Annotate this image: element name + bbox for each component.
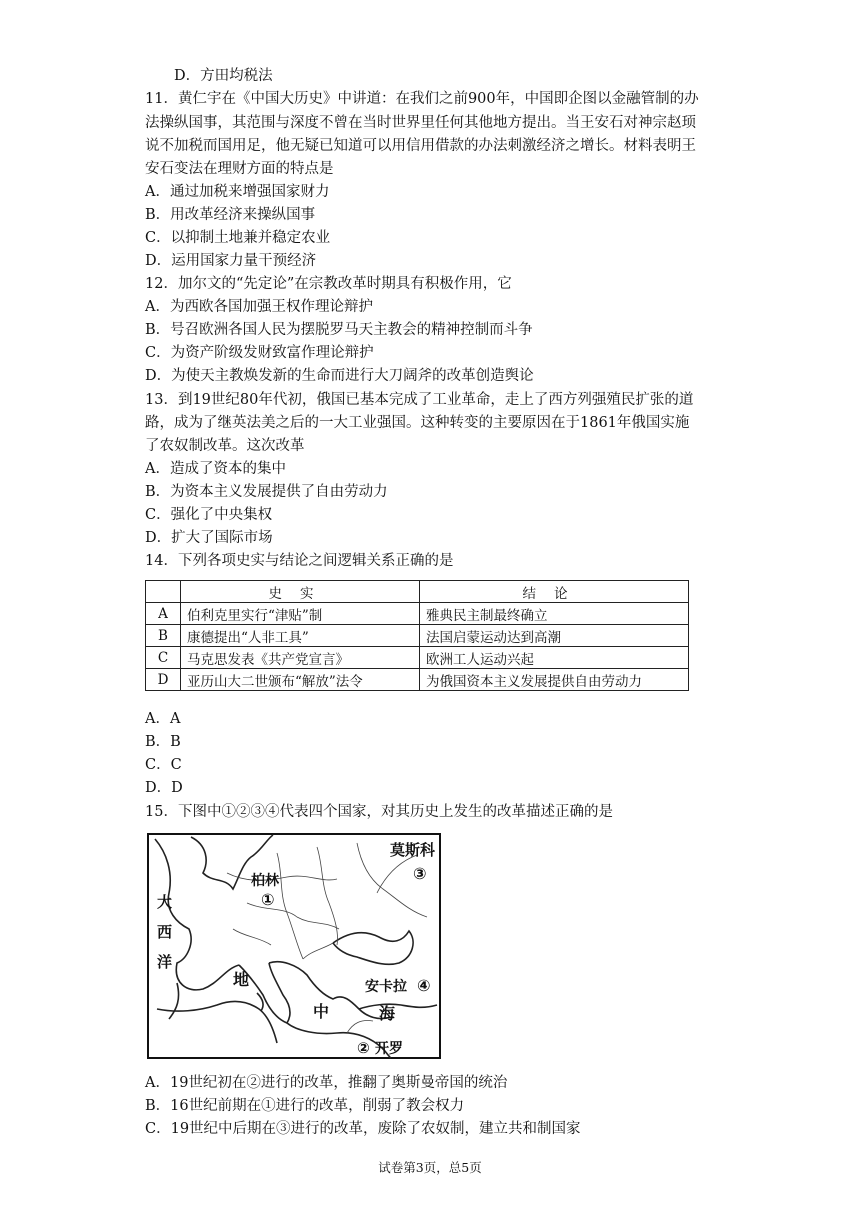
q11-stem-line-4: 安石变法在理财方面的特点是 [145, 161, 334, 177]
q13-stem-line-2: 路，成为了继英法美之后的一大工业强国。这种转变的主要原因在于1861年俄国实施 [145, 415, 690, 431]
q14-option-c: C．C [145, 757, 182, 773]
row-label: C [146, 647, 181, 669]
label-circle-4: ④ [417, 976, 431, 995]
label-circle-1: ① [261, 890, 275, 909]
q13-option-c: C．强化了中央集权 [145, 507, 273, 523]
row-fact: 康德提出“人非工具” [181, 625, 420, 647]
q14-stem: 14．下列各项史实与结论之间逻辑关系正确的是 [145, 553, 454, 569]
header-fact: 史实 [181, 581, 420, 603]
q14-option-d: D．D [145, 780, 183, 796]
row-label: D [146, 669, 181, 691]
q13-option-d: D．扩大了国际市场 [145, 530, 273, 546]
label-med-3: 海 [379, 1004, 396, 1023]
q14-option-b: B．B [145, 734, 181, 750]
label-atlantic-2: 西 [157, 923, 173, 941]
q12-stem: 12．加尔文的“先定论”在宗教改革时期具有积极作用，它 [145, 276, 512, 292]
q15-stem: 15．下图中①②③④代表四个国家，对其历史上发生的改革描述正确的是 [145, 804, 613, 820]
label-med-1: 地 [233, 970, 250, 989]
table-row [146, 669, 689, 691]
q10-option-d: D．方田均税法 [174, 68, 273, 84]
label-med-2: 中 [313, 1002, 330, 1021]
label-circle-3: ③ [413, 864, 427, 883]
table-row [146, 625, 689, 647]
table-row [146, 647, 689, 669]
row-fact: 伯利克里实行“津贴”制 [181, 603, 420, 625]
row-label: B [146, 625, 181, 647]
label-ankara: 安卡拉 [365, 979, 407, 995]
row-conclusion: 欧洲工人运动兴起 [420, 647, 689, 669]
q15-option-a: A．19世纪初在②进行的改革，推翻了奥斯曼帝国的统治 [145, 1075, 508, 1091]
q11-option-b: B．用改革经济来操纵国事 [145, 207, 316, 223]
europe-map [147, 833, 441, 1059]
map-drawing [147, 833, 441, 1059]
row-conclusion: 为俄国资本主义发展提供自由劳动力 [420, 669, 689, 691]
q13-option-b: B．为资本主义发展提供了自由劳动力 [145, 484, 388, 500]
q13-stem-line-3: 了农奴制改革。这次改革 [145, 438, 305, 454]
q15-option-b: B．16世纪前期在①进行的改革，削弱了教会权力 [145, 1098, 465, 1114]
table-header-row [146, 581, 689, 603]
q12-option-a: A．为西欧各国加强王权作理论辩护 [145, 299, 373, 315]
header-conclusion: 结论 [420, 581, 689, 603]
q13-option-a: A．造成了资本的集中 [145, 461, 286, 477]
label-atlantic-1: 大 [157, 893, 173, 911]
label-atlantic-3: 洋 [157, 953, 173, 971]
q12-option-c: C．为资产阶级发财致富作理论辩护 [145, 345, 374, 361]
page-footer: 试卷第3页，总5页 [378, 1160, 482, 1175]
q12-option-b: B．号召欧洲各国人民为摆脱罗马天主教会的精神控制而斗争 [145, 322, 533, 338]
row-fact: 马克思发表《共产党宣言》 [181, 647, 420, 669]
row-conclusion: 雅典民主制最终确立 [420, 603, 689, 625]
q15-option-c: C．19世纪中后期在③进行的改革，废除了农奴制，建立共和制国家 [145, 1121, 581, 1137]
row-conclusion: 法国启蒙运动达到高潮 [420, 625, 689, 647]
q11-stem-line-2: 法操纵国事，其范围与深度不曾在当时世界里任何其他地方提出。当王安石对神宗赵顼 [145, 115, 696, 131]
label-moscow: 莫斯科 [390, 841, 436, 859]
q11-option-c: C．以抑制土地兼并稳定农业 [145, 230, 331, 246]
q14-facts-table [145, 580, 689, 691]
label-circle-2: ② [357, 1039, 370, 1057]
table-row [146, 603, 689, 625]
q11-stem-line-1: 11．黄仁宇在《中国大历史》中讲道：在我们之前900年，中国即企图以金融管制的办 [145, 91, 699, 107]
row-fact: 亚历山大二世颁布“解放”法令 [181, 669, 420, 691]
q12-option-d: D．为使天主教焕发新的生命而进行大刀阔斧的改革创造舆论 [145, 368, 534, 384]
q11-option-d: D．运用国家力量干预经济 [145, 253, 317, 269]
row-label: A [146, 603, 181, 625]
label-berlin: 柏林 [251, 873, 279, 889]
label-cairo: 开罗 [375, 1041, 403, 1057]
q13-stem-line-1: 13．到19世纪80年代初，俄国已基本完成了工业革命，走上了西方列强殖民扩张的道 [145, 392, 694, 408]
q11-stem-line-3: 说不加税而国用足，他无疑已知道可以用信用借款的办法刺激经济之增长。材料表明王 [145, 138, 696, 154]
q14-option-a: A．A [145, 711, 181, 727]
q11-option-a: A．通过加税来增强国家财力 [145, 184, 330, 200]
